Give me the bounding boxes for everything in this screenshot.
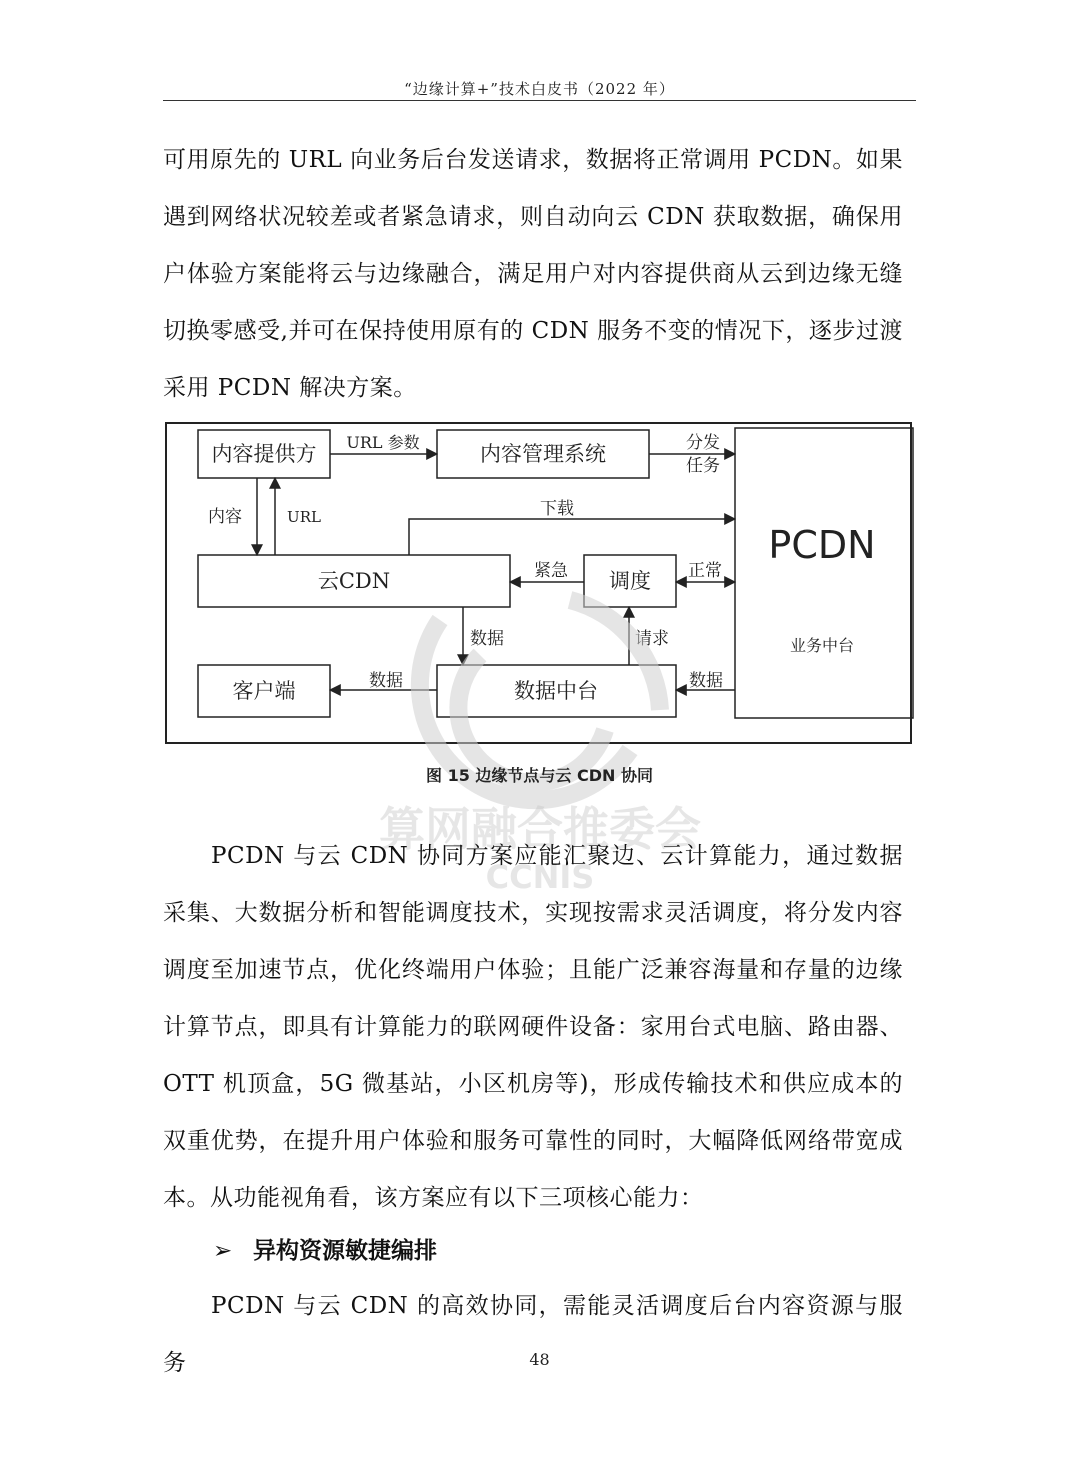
watermark-text-cn: 算网融合推委会 <box>379 802 701 856</box>
page-number: 48 <box>529 1350 550 1369</box>
paragraph-intro: 可用原先的 URL 向业务后台发送请求，数据将正常调用 PCDN。如果遇到网络状况较差或者紧急请求，则自动向云 CDN 获取数据，确保用户体验方案能将云与边缘融合，满足用户对内容提供商从云到边缘无缝切换零感受,并可在保持使用原有的 CDN 服务不变的情况下，逐步过渡采用 PCDN 解决方案。 <box>163 147 903 401</box>
paragraph-body: PCDN 与云 CDN 协同方案应能汇聚边、云计算能力，通过数据采集、大数据分析和智能调度技术，实现按需求灵活调度，将分发内容调度至加速节点，优化终端用户体验；且能广泛兼容海量和存量的边缘计算节点，即具有计算能力的联网硬件设备：家用台式电脑、路由器、OTT 机顶盒，5G 微基站，小区机房等)，形成传输技术和供应成本的双重优势，在提升用户体验和服务可靠性的同时，大幅降低网络带宽成本。从功能视角看，该方案应有以下三项核心能力： <box>163 843 903 1211</box>
edge-label-distribute-2: 任务 <box>686 456 720 476</box>
edge-label-content: 内容 <box>208 507 242 527</box>
edge-label-urgent: 紧急 <box>534 561 568 581</box>
label-cloud-cdn: 云CDN <box>317 569 391 593</box>
running-header: “边缘计算+”技术白皮书（2022 年） <box>404 80 675 98</box>
pcdn-cloud-cdn-diagram <box>165 422 915 746</box>
label-pcdn: PCDN <box>768 523 876 567</box>
label-client: 客户端 <box>232 679 296 703</box>
edge-label-normal: 正常 <box>688 561 722 581</box>
edge-label-request: 请求 <box>635 629 669 649</box>
header-rule <box>163 100 916 101</box>
figure-caption: 图 15 边缘节点与云 CDN 协同 <box>426 766 653 785</box>
edge-download <box>409 519 735 555</box>
edge-label-data-left: 数据 <box>369 671 403 691</box>
label-content-provider: 内容提供方 <box>211 442 317 466</box>
bullet-heading <box>213 1232 437 1265</box>
bullet-arrow-icon: ➢ <box>213 1238 233 1264</box>
edge-label-data-down: 数据 <box>470 629 504 649</box>
bullet-heading-text: 异构资源敏捷编排 <box>253 1238 437 1264</box>
paragraph-continued: PCDN 与云 CDN 的高效协同，需能灵活调度后台内容资源与服务 <box>163 1293 903 1376</box>
box-pcdn <box>735 428 913 718</box>
label-scheduler: 调度 <box>609 569 651 593</box>
edge-label-download: 下载 <box>540 499 574 519</box>
edge-label-data-right: 数据 <box>689 671 723 691</box>
edge-label-url: URL <box>287 508 321 526</box>
edge-label-distribute-1: 分发 <box>686 433 720 453</box>
label-data-platform: 数据中台 <box>514 679 598 703</box>
edge-label-url-params: URL 参数 <box>346 433 420 452</box>
label-business-platform: 业务中台 <box>789 636 855 655</box>
watermark-text-en: CCNIS <box>485 858 595 896</box>
label-content-mgmt: 内容管理系统 <box>480 442 606 466</box>
